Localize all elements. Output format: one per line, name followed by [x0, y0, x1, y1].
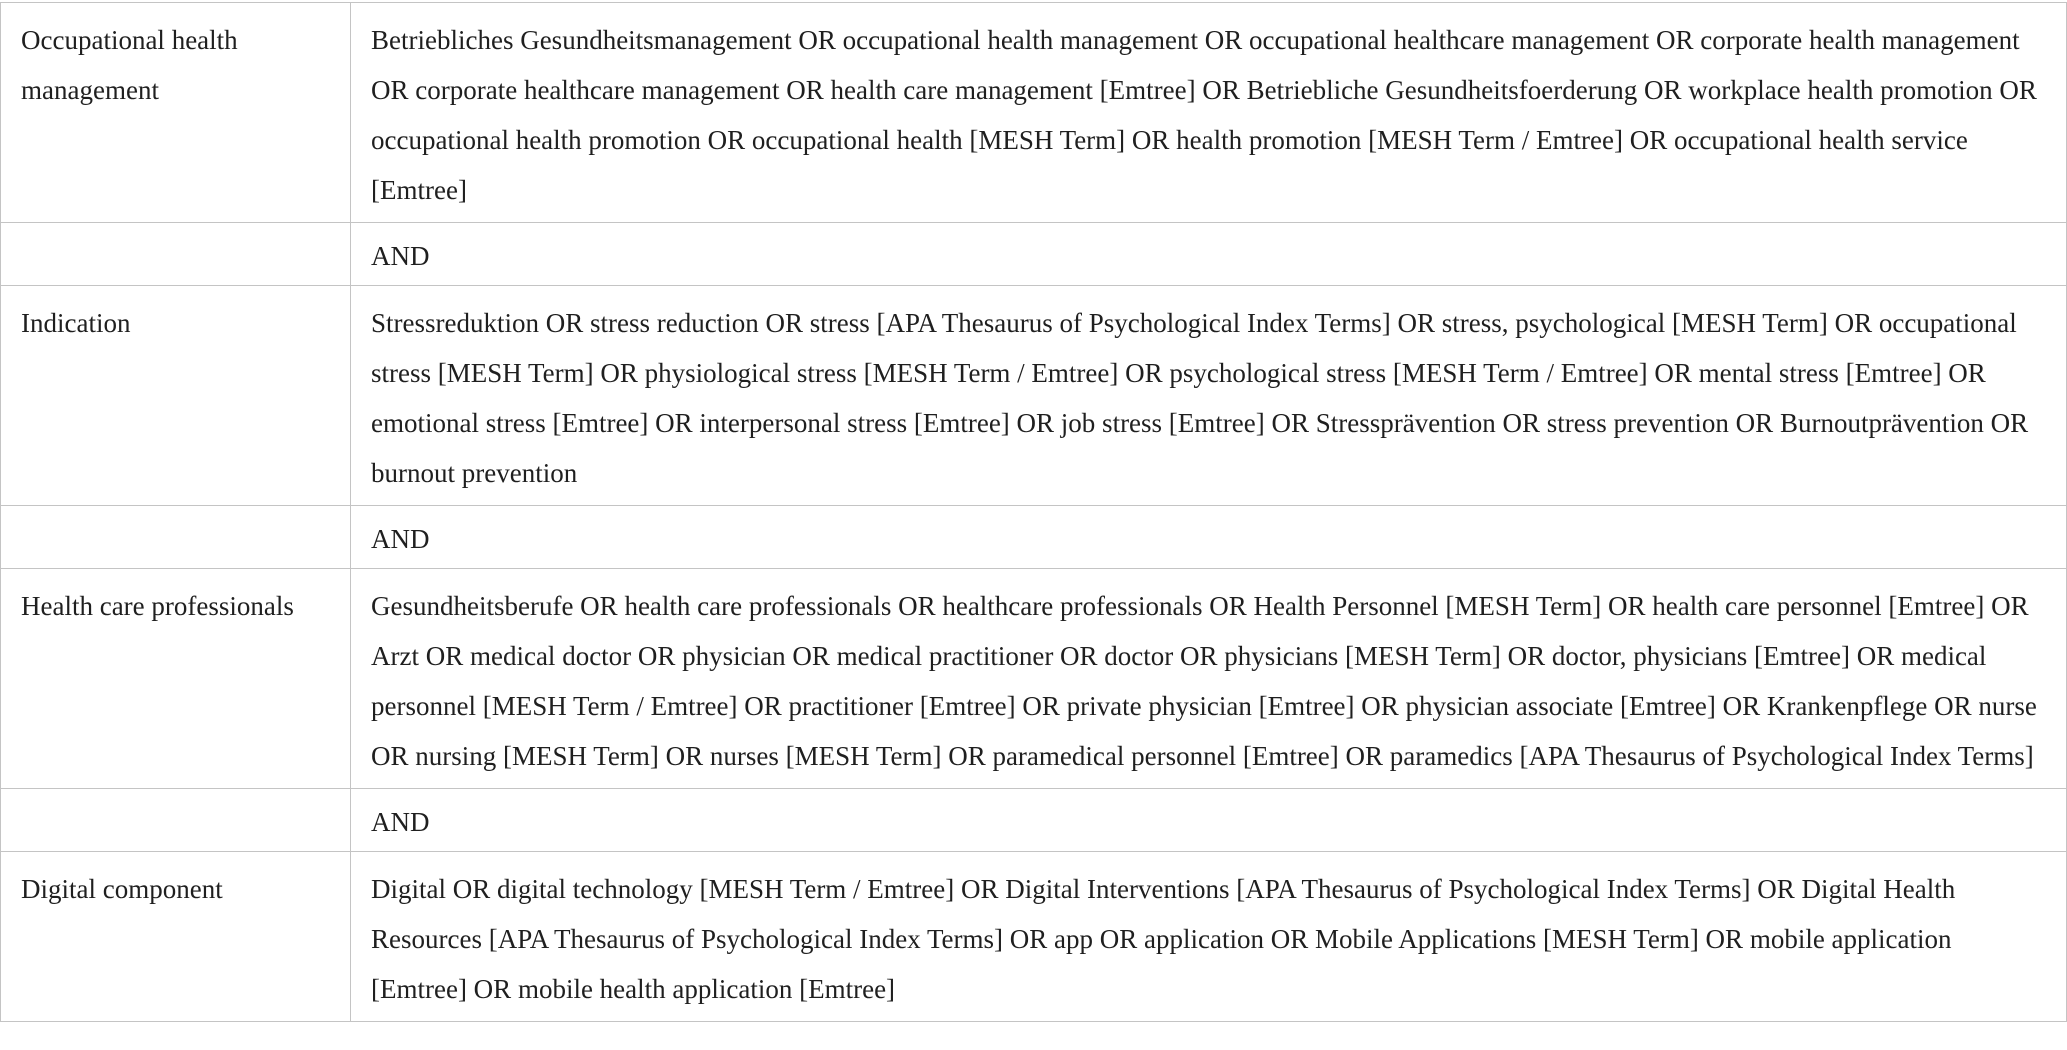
concept-cell	[1, 223, 351, 286]
concept-cell	[1, 506, 351, 569]
search-strategy-table	[0, 2, 2067, 1022]
table-row	[1, 223, 2067, 286]
search-terms-cell: Gesundheitsberufe OR health care professionals OR healthcare professionals OR Health Personnel [MESH Term] OR health care personnel [Emtree] OR Arzt OR medical doctor OR physician OR medical practitioner OR doctor OR physicians [MESH Term] OR doctor, physicians [Emtree] OR medical personnel [MESH Term / Emtree] OR practitioner [Emtree] OR private physician [Emtree] OR physician associate [Emtree] OR Krankenpflege OR nurse OR nursing [MESH Term] OR nurses [MESH Term] OR paramedical personnel [Emtree] OR paramedics [APA Thesaurus of Psychological Index Terms]	[351, 569, 2067, 789]
table-row	[1, 3, 2067, 223]
table-row	[1, 286, 2067, 506]
boolean-operator-cell: AND	[351, 789, 2067, 852]
concept-cell	[1, 789, 351, 852]
boolean-operator-cell: AND	[351, 223, 2067, 286]
concept-cell: Occupational health management	[1, 3, 351, 223]
concept-cell: Health care professionals	[1, 569, 351, 789]
boolean-operator-cell: AND	[351, 506, 2067, 569]
table-row	[1, 789, 2067, 852]
concept-cell: Digital component	[1, 852, 351, 1022]
table-row	[1, 852, 2067, 1022]
search-terms-cell: Stressreduktion OR stress reduction OR stress [APA Thesaurus of Psychological Index Terms] OR stress, psychological [MESH Term] OR occupational stress [MESH Term] OR physiological stress [MESH Term / Emtree] OR psychological stress [MESH Term / Emtree] OR mental stress [Emtree] OR emotional stress [Emtree] OR interpersonal stress [Emtree] OR job stress [Emtree] OR Stressprävention OR stress prevention OR Burnoutprävention OR burnout prevention	[351, 286, 2067, 506]
concept-cell: Indication	[1, 286, 351, 506]
table-row	[1, 506, 2067, 569]
table-row	[1, 569, 2067, 789]
search-terms-cell: Digital OR digital technology [MESH Term / Emtree] OR Digital Interventions [APA Thesaurus of Psychological Index Terms] OR Digital Health Resources [APA Thesaurus of Psychological Index Terms] OR app OR application OR Mobile Applications [MESH Term] OR mobile application [Emtree] OR mobile health application [Emtree]	[351, 852, 2067, 1022]
search-terms-cell: Betriebliches Gesundheitsmanagement OR occupational health management OR occupational healthcare management OR corporate health management OR corporate healthcare management OR health care management [Emtree] OR Betriebliche Gesundheitsfoerderung OR workplace health promotion OR occupational health promotion OR occupational health [MESH Term] OR health promotion [MESH Term / Emtree] OR occupational health service [Emtree]	[351, 3, 2067, 223]
